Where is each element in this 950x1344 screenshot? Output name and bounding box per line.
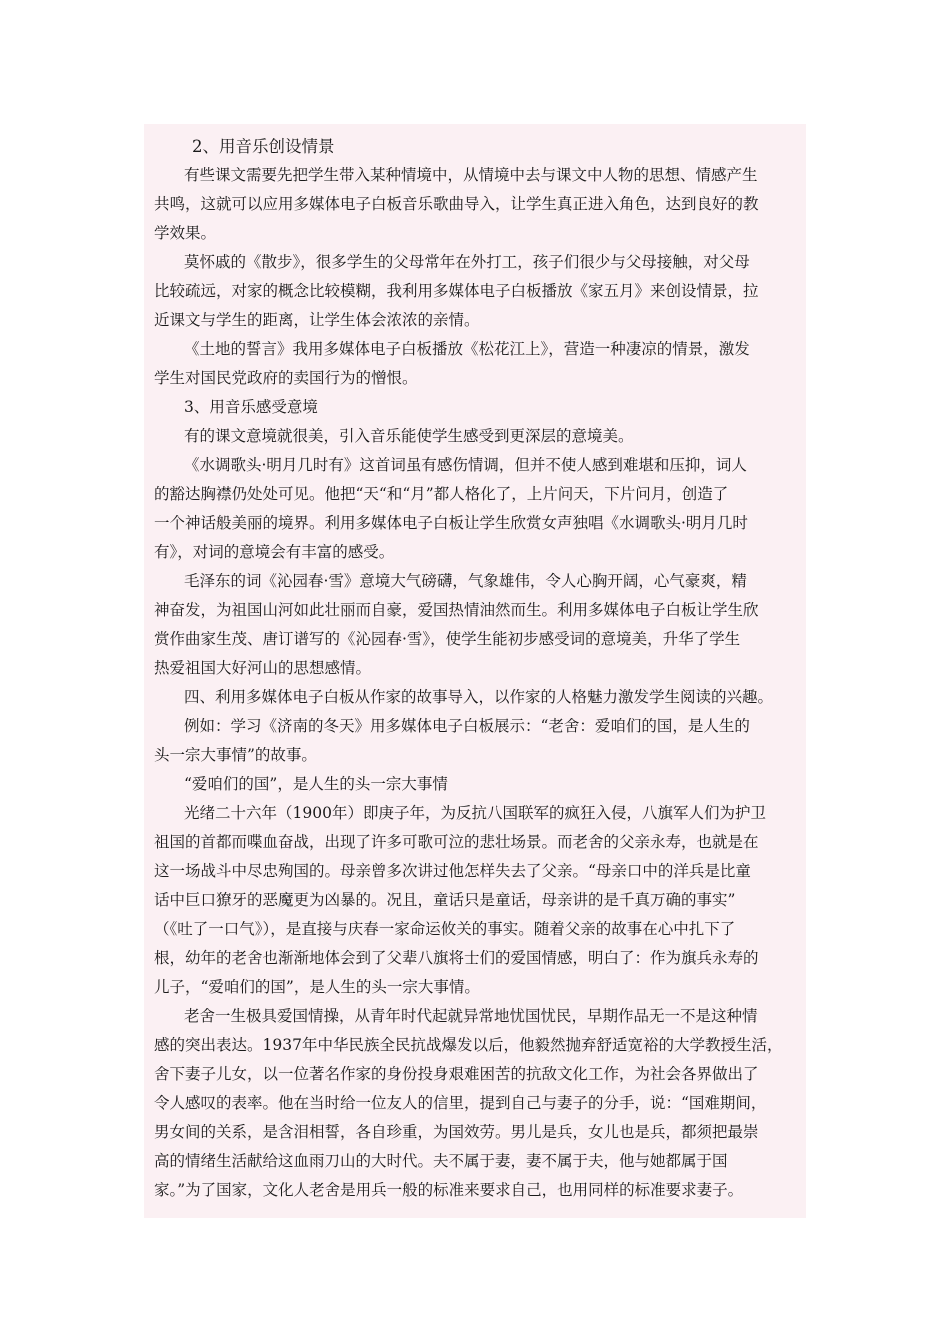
paragraph-line: 的豁达胸襟仍处处可见。他把“天“和“月”都人格化了，上片问天，下片问月，创造了 [154,485,729,503]
paragraph-line: 根，幼年的老舍也渐渐地体会到了父辈八旗将士们的爱国情感，明白了：作为旗兵永寿的 [154,949,759,967]
paragraph-line: 例如：学习《济南的冬天》用多媒体电子白板展示：“老舍：爱咱们的国，是人生的 [184,717,750,735]
paragraph-line: 共鸣，这就可以应用多媒体电子白板音乐歌曲导入，让学生真正进入角色，达到良好的教 [154,195,759,213]
paragraph-line: 有》，对词的意境会有丰富的感受。 [154,543,395,561]
paragraph-line: 《土地的誓言》我用多媒体电子白板播放《松花江上》，营造一种凄凉的情景，激发 [184,340,750,358]
paragraph-line: 毛泽东的词《沁园春·雪》意境大气磅礴，气象雄伟，令人心胸开阔，心气豪爽，精 [184,572,747,590]
paragraph-line: 学效果。 [154,224,217,242]
paragraph-line: 祖国的首都而喋血奋战，出现了许多可歌可泣的悲壮场景。而老舍的父亲永寿，也就是在 [154,833,759,851]
paragraph-line: 老舍一生极具爱国情操，从青年时代起就异常地忧国忧民，早期作品无一不是这种情 [184,1007,758,1025]
paragraph-line: 儿子，“爱咱们的国”，是人生的头一宗大事情。 [154,978,480,996]
paragraph-line: 令人感叹的表率。他在当时给一位友人的信里，提到自己与妻子的分手，说：“国难期间， [154,1094,767,1112]
paragraph-line: 这一场战斗中尽忠殉国的。母亲曾多次讲过他怎样失去了父亲。“母亲口中的洋兵是比童 [154,862,751,880]
story-title: “爱咱们的国”，是人生的头一宗大事情 [184,775,448,793]
paragraph-line: 家。”为了国家，文化人老舍是用兵一般的标准来要求自己，也用同样的标准要求妻子。 [154,1181,744,1199]
paragraph-line: 《水调歌头·明月几时有》这首词虽有感伤情调，但并不使人感到难堪和压抑，词人 [184,456,747,474]
paragraph-line: 有的课文意境就很美，引入音乐能使学生感受到更深层的意境美。 [184,427,634,445]
paragraph-line: 神奋发，为祖国山河如此壮丽而自豪，爱国热情油然而生。利用多媒体电子白板让学生欣 [154,601,759,619]
paragraph-line: 有些课文需要先把学生带入某种情境中，从情境中去与课文中人物的思想、情感产生 [184,166,758,184]
paragraph-line: 热爱祖国大好河山的思想感情。 [154,659,372,677]
paragraph-line: 光绪二十六年（1900年）即庚子年，为反抗八国联军的疯狂入侵，八旗军人们为护卫 [184,804,766,822]
text-block [144,124,806,1218]
paragraph-line: 高的情绪生活献给这血雨刀山的大时代。夫不属于妻，妻不属于夫，他与她都属于国 [154,1152,728,1170]
paragraph-line: 比较疏远，对家的概念比较模糊，我利用多媒体电子白板播放《家五月》来创设情景，拉 [154,282,759,300]
paragraph-line: （《吐了一口气》），是直接与庆春一家命运攸关的事实。随着父亲的故事在心中扎下了 [154,920,736,938]
paragraph-line: 感的突出表达。1937年中华民族全民抗战爆发以后，他毅然抛弃舒适宽裕的大学教授生活， [154,1036,783,1054]
paragraph-line: 近课文与学生的距离，让学生体会浓浓的亲情。 [154,311,480,329]
paragraph-line: 赏作曲家生茂、唐订谱写的《沁园春·雪》，使学生能初步感受词的意境美，升华了学生 [154,630,741,648]
section-heading-music-scene: 2、用音乐创设情景 [192,137,335,156]
paragraph-line: 话中巨口獠牙的恶魔更为凶暴的。况且，童话只是童话，母亲讲的是千真万确的事实” [154,891,736,909]
paragraph-line: 学生对国民党政府的卖国行为的憎恨。 [154,369,418,387]
section-heading-music-mood: 3、用音乐感受意境 [184,398,318,416]
section-heading-author-story: 四、利用多媒体电子白板从作家的故事导入，以作家的人格魅力激发学生阅读的兴趣。 [184,688,774,706]
paragraph-line: 一个神话般美丽的境界。利用多媒体电子白板让学生欣赏女声独唱《水调歌头·明月几时 [154,514,748,532]
paragraph-line: 莫怀戚的《散步》，很多学生的父母常年在外打工，孩子们很少与父母接触，对父母 [184,253,750,271]
paragraph-line: 头一宗大事情”的故事。 [154,746,317,764]
paragraph-line: 舍下妻子儿女，以一位著名作家的身份投身艰难困苦的抗敌文化工作，为社会各界做出了 [154,1065,759,1083]
paragraph-line: 男女间的关系，是含泪相誓，各自珍重，为国效劳。男儿是兵，女儿也是兵，都须把最崇 [154,1123,759,1141]
